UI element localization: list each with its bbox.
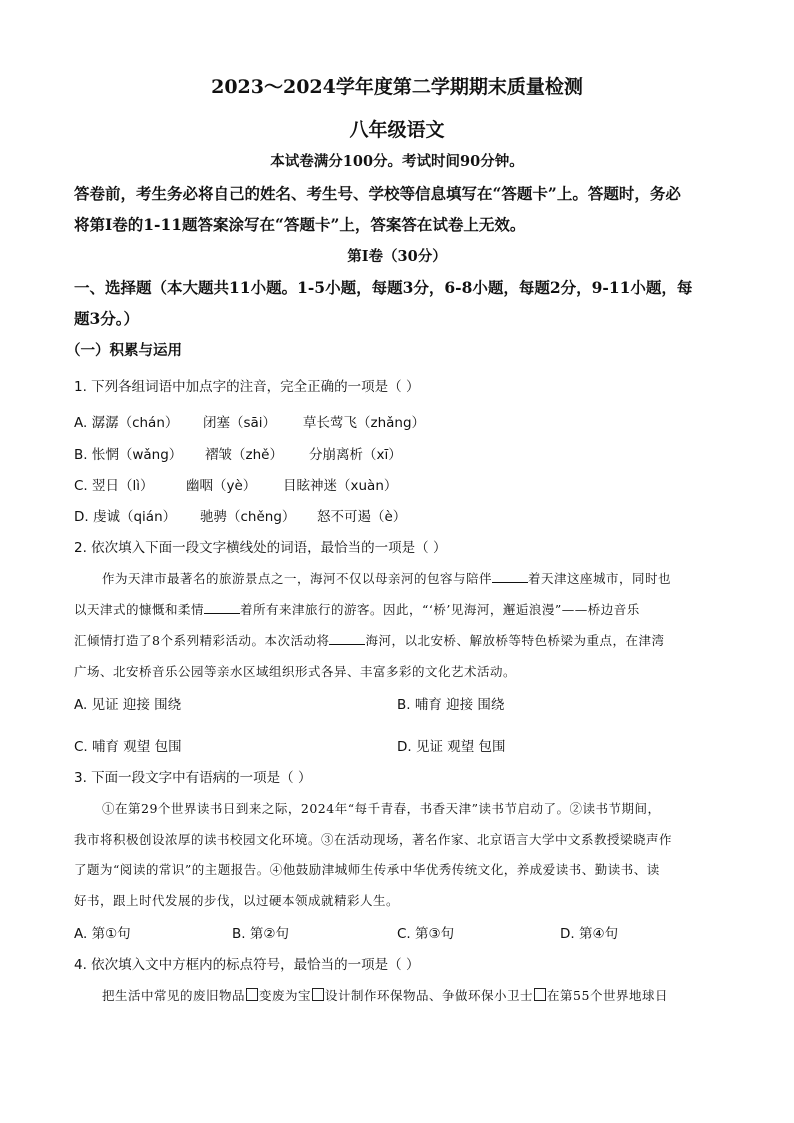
q3-option-b: B. 第②句 [232,926,289,942]
q1-c-word2: 幽咽（yè） [186,478,257,494]
q2-blank-2 [204,601,240,614]
q3-stem: 3. 下面一段文字中有语病的一项是（ ） [74,770,312,786]
q2-option-c: C. 哺育 观望 包围 [74,739,182,755]
q1-b-word2: 褶皱（zhě） [205,447,283,463]
q2-option-b: B. 哺育 迎接 围绕 [397,697,505,713]
q3-passage-line-4: 好书，跟上时代发展的步伐，以过硬本领成就精彩人生。 [74,893,400,908]
q1-d-word2: 驰骋（chěng） [200,509,296,525]
q1-d-word3: 怒不可遏（è） [317,509,407,525]
q2-blank-3 [329,632,365,645]
q1-c-word3: 目眩神迷（xuàn） [283,478,398,494]
q1-d-word1: D. 虔诚（qián） [74,509,177,525]
q3-passage-line-3: 了题为“阅读的常识”的主题报告。④他鼓励津城师生传承中华优秀传统文化，养成爱读书、勤读书、读 [74,862,660,877]
section-heading-line-1: 一、选择题（本大题共11小题。1-5小题，每题3分，6-8小题，每题2分，9-11小题，每 [74,278,693,297]
instructions-line-2: 将第Ⅰ卷的1-11题答案涂写在“答题卡”上，答案答在试卷上无效。 [74,215,526,234]
q3-option-d: D. 第④句 [560,926,619,942]
q2-passage-line-1: 作为天津市最著名的旅游景点之一，海河不仅以母亲河的包容与陪伴 着天津这座城市，同时也 [102,571,672,586]
exam-title: 2023～2024学年度第二学期期末质量检测 [211,76,583,98]
score-note: 本试卷满分100分。考试时间90分钟。 [270,153,524,170]
q1-stem: 1. 下列各组词语中加点字的注音，完全正确的一项是（ ） [74,379,420,395]
q2-passage-line-3: 汇倾情打造了8个系列精彩活动。本次活动将 海河，以北安桥、解放桥等特色桥梁为重点，在津湾 [74,633,665,648]
q1-c-word1: C. 翌日（lì） [74,478,154,494]
q1-b-word1: B. 怅惘（wǎng） [74,447,183,463]
q3-option-a: A. 第①句 [74,926,131,942]
q4-stem: 4. 依次填入文中方框内的标点符号，最恰当的一项是（ ） [74,957,420,973]
q3-option-c: C. 第③句 [397,926,455,942]
q2-passage-line-4: 广场、北安桥音乐公园等亲水区域组织形式各异、丰富多彩的文化艺术活动。 [74,664,517,679]
q2-option-a: A. 见证 迎接 围绕 [74,697,182,713]
q1-b-word3: 分崩离析（xī） [309,447,402,463]
q4-box-3 [534,988,546,1001]
q1-a-word2: 闭塞（sāi） [203,415,277,431]
q4-box-2 [312,988,324,1001]
section-heading-line-2: 题3分。） [74,309,140,328]
q4-box-1 [246,988,258,1001]
q2-option-d: D. 见证 观望 包围 [397,739,506,755]
q1-a-word3: 草长莺飞（zhǎng） [303,415,426,431]
exam-subtitle: 八年级语文 [349,119,445,141]
q2-passage-line-2: 以天津式的慷慨和柔情 着所有来津旅行的游客。因此，“‘桥’见海河，邂逅浪漫”——桥边音乐 [74,602,640,617]
q3-passage-line-2: 我市将积极创设浓厚的读书校园文化环境。③在活动现场，著名作家、北京语言大学中文系教授梁晓声作 [74,832,673,847]
part-title: 第Ⅰ卷（30分） [347,248,447,265]
q2-blank-1 [492,570,528,583]
q2-stem: 2. 依次填入下面一段文字横线处的词语，最恰当的一项是（ ） [74,540,447,556]
q1-a-word1: A. 潺潺（chán） [74,415,179,431]
instructions-line-1: 答卷前，考生务必将自己的姓名、考生号、学校等信息填写在“答题卡”上。答题时，务必 [74,184,681,203]
q3-passage-line-1: ①在第29个世界读书日到来之际，2024年“每千青春，书香天津”读书节启动了。②读书节期间， [102,801,661,816]
subheading: （一）积累与运用 [66,342,182,359]
q4-passage-line-1: 把生活中常见的废旧物品 变废为宝 设计制作环保物品、争做环保小卫士 在第55个世界地球日 [102,988,668,1003]
